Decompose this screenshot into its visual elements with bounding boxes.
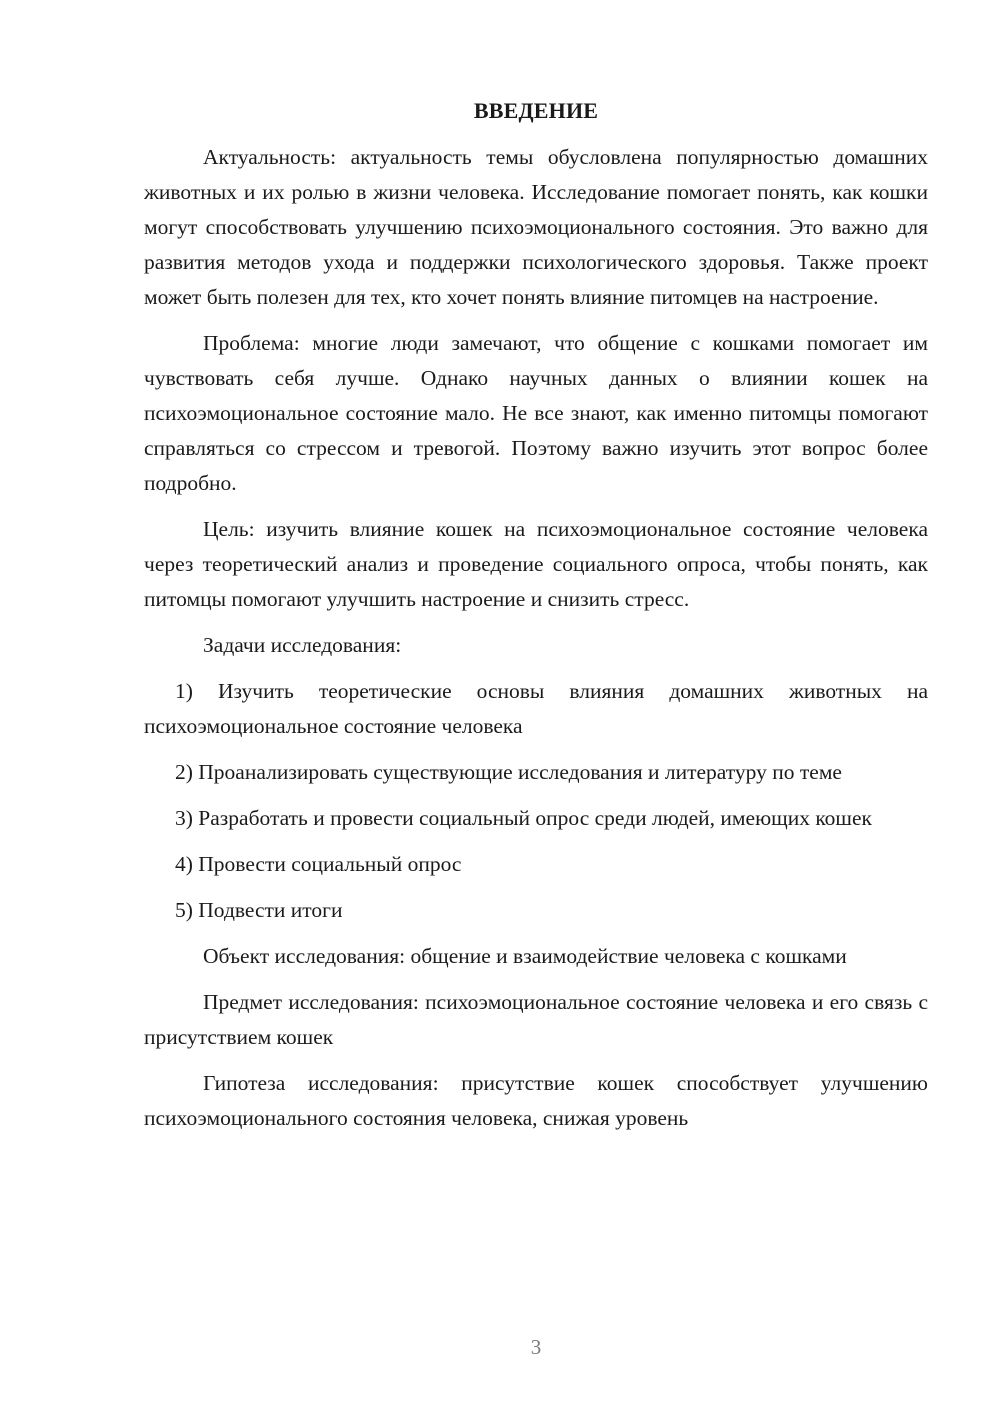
page-title: ВВЕДЕНИЕ [473,98,599,123]
task-item-1: 1) Изучить теоретические основы влияния домашних животных на психоэмоциональное состояние человека [144,679,928,738]
problem-paragraph: Проблема: многие люди замечают, что общение с кошками помогает им чувствовать себя лучше. Однако научных данных о влиянии кошек на психоэмоциональное состояние мало. Не все знают, как именно питомцы помогают справляться со стрессом и тревогой. Поэтому важно изучить этот вопрос более подробно. [144,331,928,495]
relevance-paragraph: Актуальность: актуальность темы обусловлена популярностью домашних животных и их ролью в жизни человека. Исследование помогает понять, как кошки могут способствовать улучшению психоэмоционального состояния. Это важно для развития методов ухода и поддержки психологического здоровья. Также проект может быть полезен для тех, кто хочет понять влияние питомцев на настроение. [144,145,928,309]
task-item-2: 2) Проанализировать существующие исследования и литературу по теме [175,760,842,784]
document-body [144,140,928,1147]
tasks-heading: Задачи исследования: [203,633,402,657]
page-number: 3 [530,1335,542,1359]
task-item-4: 4) Провести социальный опрос [175,852,462,876]
task-item-3: 3) Разработать и провести социальный опрос среди людей, имеющих кошек [175,806,872,830]
task-item-5: 5) Подвести итоги [175,898,343,922]
hypothesis-paragraph: Гипотеза исследования: присутствие кошек способствует улучшению психоэмоционального состояния человека, снижая уровень [144,1071,928,1130]
subject-paragraph: Предмет исследования: психоэмоциональное состояние человека и его связь с присутствием кошек [144,990,928,1049]
goal-paragraph: Цель: изучить влияние кошек на психоэмоциональное состояние человека через теоретический анализ и проведение социального опроса, чтобы понять, как питомцы помогают улучшить настроение и снизить стресс. [144,517,928,611]
object-paragraph: Объект исследования: общение и взаимодействие человека с кошками [203,944,847,968]
